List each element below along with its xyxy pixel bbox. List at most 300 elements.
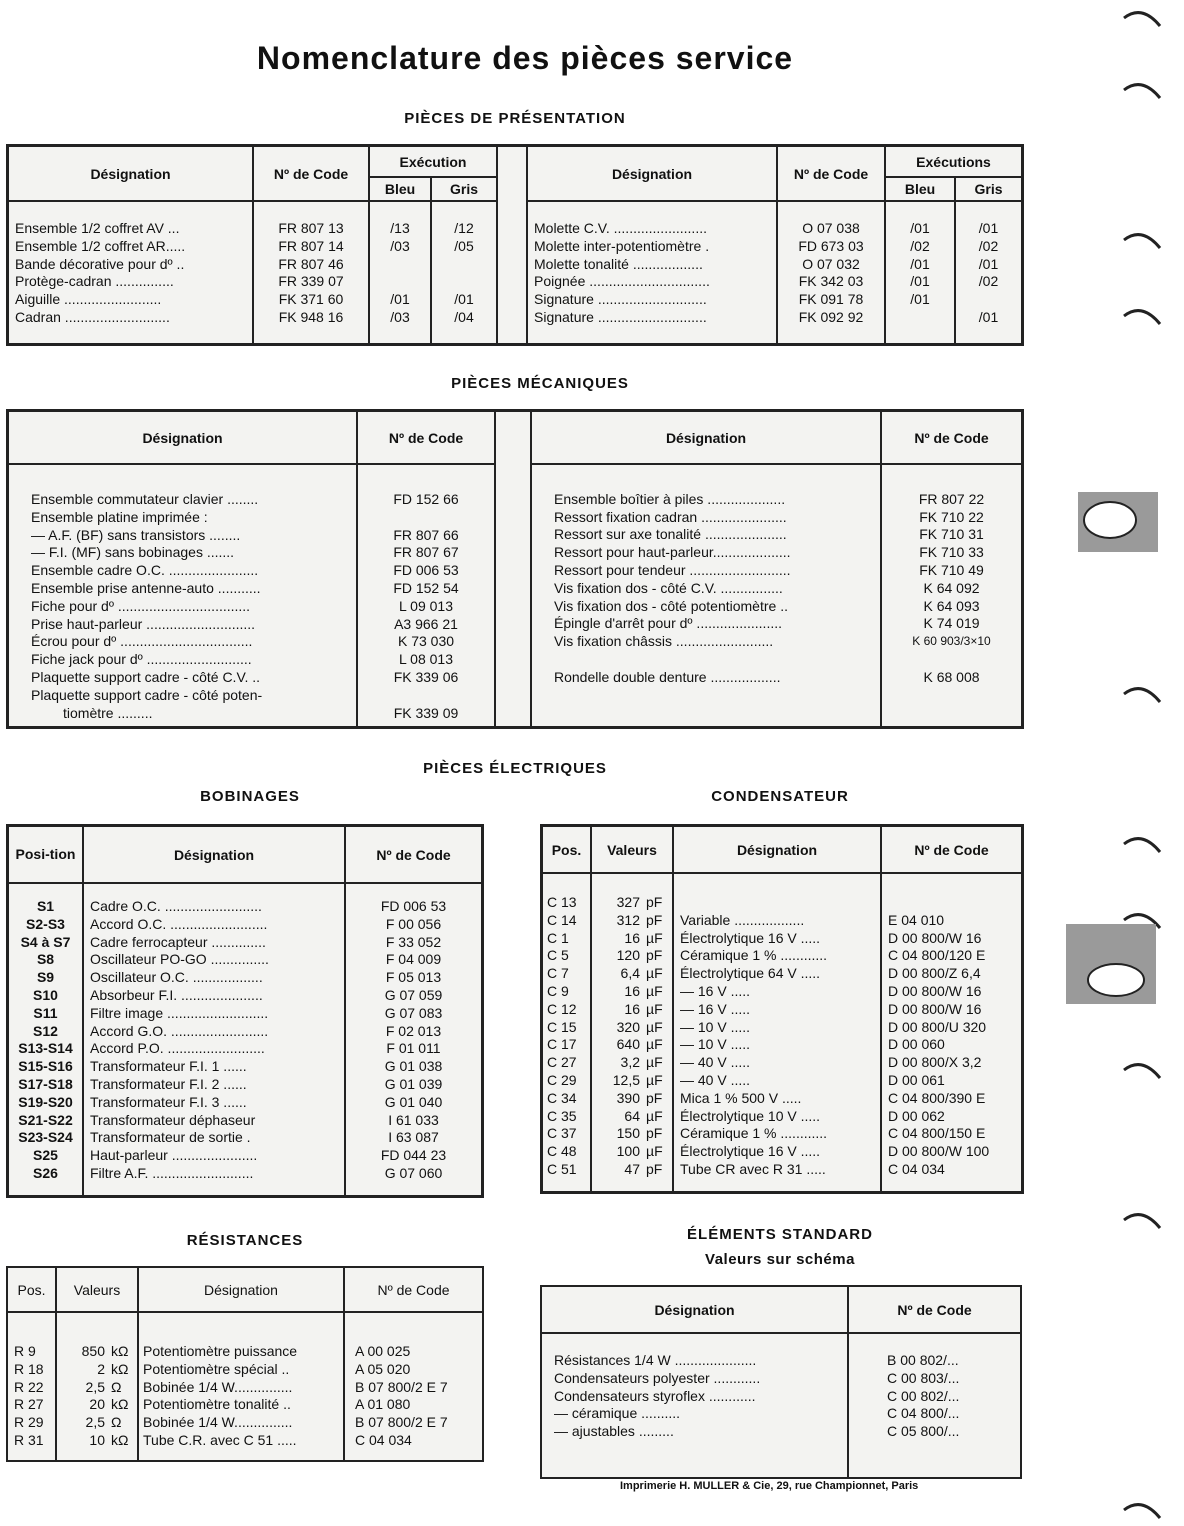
list-item: Molette inter-potentiomètre .	[534, 237, 710, 254]
list-item: Molette C.V. ........................	[534, 220, 707, 236]
punch-hole-icon	[1066, 924, 1156, 1004]
cond-code-header: Nº de Code	[881, 827, 1021, 873]
bleu-cell: /01	[910, 220, 930, 236]
value-cell	[596, 1143, 668, 1161]
list-item: Potentiomètre tonalité ..	[143, 1396, 291, 1413]
position-cell: C 51	[547, 1160, 577, 1177]
list-item	[680, 894, 874, 912]
code-cell: K 73 030	[397, 633, 455, 650]
list-item: Tube CR avec R 31 .....	[680, 1160, 826, 1177]
value-number: 327	[616, 894, 640, 910]
cond-pos-header: Pos.	[543, 827, 591, 873]
position-cell: C 15	[547, 1018, 577, 1035]
position-cell: S1	[36, 898, 55, 914]
value-number: 3,2	[620, 1054, 640, 1071]
code-cell: K 68 008	[923, 668, 980, 685]
meca-left-designation-header: Désignation	[9, 412, 357, 464]
code-cell: D 00 800/W 16	[888, 982, 982, 999]
value-number: 20	[89, 1396, 105, 1413]
value-cell	[596, 1072, 668, 1090]
binding-mark-icon	[1122, 4, 1162, 30]
value-number: 12,5	[612, 1071, 640, 1088]
value-cell	[61, 1414, 133, 1432]
position-cell: S21-S22	[18, 1111, 73, 1128]
binding-mark-icon	[1122, 680, 1162, 706]
list-item: Potentiomètre spécial ..	[143, 1360, 290, 1377]
binding-mark-icon	[1122, 302, 1162, 328]
value-number: 47	[624, 1160, 640, 1177]
value-unit: Ω	[111, 1414, 122, 1431]
list-item: Accord P.O. .........................	[90, 1040, 265, 1057]
bleu-cell: /01	[390, 291, 410, 308]
value-unit: µF	[646, 1036, 663, 1053]
code-cell: FD 152 54	[393, 579, 459, 596]
code-cell: C 04 034	[888, 1160, 945, 1177]
gris-cell: /12	[454, 220, 474, 236]
list-item: Condensateurs polyester ............	[554, 1369, 761, 1386]
list-item: Cadre ferrocapteur ..............	[90, 933, 266, 950]
value-cell	[596, 894, 668, 912]
list-item: Céramique 1 % ............	[680, 947, 828, 964]
position-cell: C 48	[547, 1143, 577, 1160]
list-item	[554, 473, 874, 491]
code-cell: FR 339 07	[278, 273, 344, 290]
value-number: 2	[97, 1360, 105, 1377]
list-item: Écrou pour dº ..................................	[31, 633, 253, 650]
code-cell: FK 710 31	[919, 526, 984, 543]
binding-mark-icon	[1122, 1496, 1162, 1522]
list-item: Prise haut-parleur ............................	[31, 615, 256, 632]
page-title: Nomenclature des pièces service	[256, 40, 794, 76]
gris-cell	[962, 291, 1015, 309]
list-item: — ajustables .........	[554, 1423, 674, 1440]
value-number: 640	[616, 1036, 640, 1053]
code-cell: C 00 802/...	[887, 1387, 960, 1404]
list-item: Variable ..................	[680, 911, 805, 928]
value-unit: µF	[646, 1107, 663, 1124]
list-item: Vis fixation dos - côté C.V. ................	[554, 579, 783, 596]
position-cell: C 35	[547, 1107, 577, 1124]
value-cell	[596, 983, 668, 1001]
value-unit: pF	[646, 947, 663, 964]
binding-mark-icon	[1122, 830, 1162, 856]
value-cell	[596, 1019, 668, 1037]
position-cell: S4 à S7	[20, 933, 71, 950]
code-cell: C 04 800/120 E	[888, 947, 986, 964]
list-item: Protège-cadran ...............	[15, 273, 174, 290]
list-item: Ensemble 1/2 coffret AR.....	[15, 237, 186, 254]
code-cell: O 07 032	[802, 255, 860, 272]
list-item: Vis fixation châssis .........................	[554, 633, 774, 650]
bleu-cell: /01	[910, 291, 930, 308]
list-item: Transformateur F.I. 1 ......	[90, 1058, 247, 1075]
bobinages-position-header: Posi-tion	[9, 827, 83, 883]
bleu-cell	[892, 309, 948, 327]
code-cell: C 04 800/150 E	[888, 1125, 986, 1142]
code-cell	[364, 687, 488, 705]
list-item	[554, 651, 874, 669]
list-item: Ensemble 1/2 coffret AV ...	[15, 220, 180, 236]
gris-cell: /01	[454, 291, 474, 308]
code-cell: FK 092 92	[798, 308, 864, 325]
list-item: — 40 V .....	[680, 1071, 751, 1088]
value-unit: pF	[646, 894, 663, 910]
value-number: 16	[624, 982, 640, 999]
code-cell: A 05 020	[355, 1360, 411, 1377]
position-cell: C 14	[547, 911, 577, 928]
code-cell: C 04 800/...	[887, 1405, 960, 1422]
value-cell	[61, 1343, 133, 1361]
res-valeurs-header: Valeurs	[56, 1268, 138, 1312]
pres-right-code-header: Nº de Code	[777, 147, 885, 201]
value-unit: pF	[646, 911, 663, 928]
list-item: Potentiomètre puissance	[143, 1343, 298, 1359]
bleu-cell: /01	[910, 255, 930, 272]
bleu-cell: /01	[910, 273, 930, 290]
list-item: Poignée ...............................	[534, 273, 710, 290]
standard-heading: ÉLÉMENTS STANDARD	[687, 1226, 873, 1243]
position-cell: C 7	[547, 965, 569, 982]
gris-cell	[438, 273, 490, 291]
code-cell: FR 807 67	[393, 544, 459, 561]
code-cell: D 00 800/W 100	[888, 1143, 990, 1160]
binding-mark-icon	[1122, 76, 1162, 102]
meca-right-code-header: Nº de Code	[881, 412, 1021, 464]
list-item: Ensemble cadre O.C. .......................	[31, 562, 259, 579]
list-item: Électrolytique 10 V .....	[680, 1107, 821, 1124]
code-cell: FD 006 53	[380, 898, 447, 914]
cond-valeurs-header: Valeurs	[591, 827, 673, 873]
position-cell: C 12	[547, 1000, 577, 1017]
position-cell: S2-S3	[26, 915, 65, 932]
code-cell: K 64 093	[923, 597, 980, 614]
position-cell: S26	[33, 1164, 58, 1181]
value-unit: µF	[646, 1143, 663, 1160]
list-item: Ressort pour tendeur ..........................	[554, 561, 791, 578]
value-number: 10	[89, 1431, 105, 1448]
list-item: Haut-parleur ......................	[90, 1147, 258, 1164]
value-unit: µF	[646, 1000, 663, 1017]
code-cell: D 00 060	[888, 1036, 945, 1053]
list-item: Plaquette support cadre - côté poten-	[31, 686, 263, 703]
list-item: Transformateur déphaseur	[90, 1111, 256, 1128]
value-unit: µF	[646, 1054, 663, 1071]
value-number: 150	[616, 1125, 640, 1142]
bleu-cell: /03	[390, 308, 410, 325]
presentation-heading: PIÈCES DE PRÉSENTATION	[404, 110, 626, 127]
code-cell: L 08 013	[399, 651, 453, 668]
value-cell	[596, 1161, 668, 1179]
code-cell: K 60 903/3×10	[912, 634, 991, 649]
list-item: tiomètre .........	[63, 704, 153, 721]
value-cell	[596, 965, 668, 983]
position-cell: C 9	[547, 982, 569, 999]
code-cell: K 64 092	[923, 579, 980, 596]
code-cell: C 05 800/...	[887, 1423, 960, 1440]
value-unit: µF	[646, 929, 663, 946]
list-item: Ressort sur axe tonalité .....................	[554, 526, 787, 543]
pres-left-designation-header: Désignation	[9, 147, 253, 201]
position-cell: C 29	[547, 1071, 577, 1088]
value-unit: kΩ	[111, 1360, 129, 1377]
code-cell: FR 807 14	[278, 237, 344, 254]
gris-cell: /01	[978, 220, 999, 236]
value-unit: kΩ	[111, 1431, 129, 1448]
value-unit: kΩ	[111, 1343, 129, 1359]
value-cell	[61, 1361, 133, 1379]
code-cell: B 07 800/2 E 7	[355, 1378, 448, 1395]
electriques-heading: PIÈCES ÉLECTRIQUES	[423, 760, 607, 777]
code-cell: D 00 800/X 3,2	[888, 1054, 982, 1071]
code-cell: G 07 060	[384, 1164, 443, 1181]
code-cell: G 07 083	[384, 1004, 443, 1021]
resistances-table	[6, 1266, 484, 1462]
code-cell: I 63 087	[388, 1129, 439, 1146]
bobinages-table	[6, 824, 484, 1198]
code-cell: F 05 013	[385, 969, 442, 986]
list-item: — F.I. (MF) sans bobinages .......	[31, 544, 235, 561]
presentation-table	[6, 144, 1024, 346]
value-number: 120	[616, 947, 640, 964]
list-item: Électrolytique 16 V .....	[680, 1143, 821, 1160]
list-item: Ressort pour haut-parleur....................	[554, 544, 791, 561]
list-item: Transformateur F.I. 3 ......	[90, 1093, 247, 1110]
position-cell: R 22	[14, 1378, 44, 1395]
list-item: Bande décorative pour dº ..	[15, 255, 185, 272]
position-cell: R 18	[14, 1360, 44, 1377]
position-cell: S11	[33, 1004, 58, 1021]
code-cell: O 07 038	[802, 220, 860, 236]
value-number: 2,5	[85, 1378, 105, 1395]
gris-cell: /05	[454, 237, 474, 254]
bleu-cell: /02	[910, 237, 930, 254]
code-cell: A 01 080	[355, 1396, 411, 1413]
position-cell: R 27	[14, 1396, 44, 1413]
position-cell: R 31	[14, 1431, 44, 1448]
list-item: Vis fixation dos - côté potentiomètre ..	[554, 597, 788, 614]
pres-right-bleu-header: Bleu	[885, 177, 955, 201]
code-cell: FD 673 03	[798, 237, 864, 254]
code-cell: L 09 013	[399, 597, 453, 614]
value-number: 390	[616, 1089, 640, 1106]
value-number: 16	[624, 929, 640, 946]
code-cell	[888, 473, 1015, 491]
value-number: 2,5	[85, 1414, 105, 1431]
list-item: Ensemble commutateur clavier ........	[31, 491, 259, 507]
value-cell	[596, 1125, 668, 1143]
binding-mark-icon	[1122, 226, 1162, 252]
code-cell: FD 044 23	[380, 1147, 447, 1164]
gris-cell: /04	[454, 308, 474, 325]
list-item: Accord O.C. .........................	[90, 915, 268, 932]
code-cell: D 00 062	[888, 1107, 945, 1124]
res-pos-header: Pos.	[8, 1268, 56, 1312]
code-cell: C 00 803/...	[887, 1369, 960, 1386]
std-code-header: Nº de Code	[848, 1287, 1020, 1333]
position-cell: S8	[36, 951, 55, 968]
value-unit: pF	[646, 1089, 663, 1106]
pres-left-execution-header: Exécution	[369, 147, 497, 177]
mecaniques-table	[6, 409, 1024, 729]
value-cell	[596, 947, 668, 965]
standard-subheading: Valeurs sur schéma	[705, 1251, 855, 1268]
gris-cell: /01	[978, 308, 999, 325]
list-item: Rondelle double denture ..................	[554, 668, 781, 685]
punch-hole-icon	[1078, 492, 1158, 552]
list-item: — 16 V .....	[680, 982, 751, 999]
value-unit: kΩ	[111, 1396, 129, 1413]
cond-designation-header: Désignation	[673, 827, 881, 873]
value-unit: pF	[646, 1125, 663, 1142]
pres-left-gris-header: Gris	[431, 177, 497, 201]
code-cell	[888, 651, 1015, 669]
list-item: Filtre A.F. ..........................	[90, 1164, 254, 1181]
code-cell: C 04 800/390 E	[888, 1089, 986, 1106]
pres-right-executions-header: Exécutions	[885, 147, 1021, 177]
value-cell	[596, 1090, 668, 1108]
res-code-header: Nº de Code	[344, 1268, 482, 1312]
position-cell: S25	[33, 1147, 58, 1164]
condensateur-heading: CONDENSATEUR	[711, 788, 849, 805]
position-cell: C 1	[547, 929, 569, 946]
list-item: Épingle d'arrêt pour dº ......................	[554, 615, 782, 632]
pres-right-designation-header: Désignation	[527, 147, 777, 201]
code-cell: G 01 040	[384, 1093, 443, 1110]
code-cell: G 07 059	[384, 986, 443, 1003]
code-cell: FK 339 06	[393, 668, 459, 685]
list-item: Bobinée 1/4 W...............	[143, 1414, 293, 1431]
list-item: Céramique 1 % ............	[680, 1125, 828, 1142]
list-item: Cadran ...........................	[15, 308, 170, 325]
binding-mark-icon	[1122, 1206, 1162, 1232]
bleu-cell: /03	[390, 237, 410, 254]
code-cell: FK 710 22	[919, 508, 984, 525]
list-item: Aiguille .........................	[15, 291, 162, 308]
code-cell: FR 807 13	[278, 220, 344, 236]
bleu-cell	[376, 256, 424, 274]
printer-footer: Imprimerie H. MULLER & Cie, 29, rue Championnet, Paris	[620, 1480, 919, 1492]
code-cell: FK 710 49	[919, 561, 984, 578]
value-number: 6,4	[620, 965, 640, 982]
code-cell: FR 807 66	[393, 526, 459, 543]
resistances-heading: RÉSISTANCES	[186, 1232, 304, 1249]
code-cell: G 01 038	[384, 1058, 443, 1075]
pres-right-gris-header: Gris	[955, 177, 1021, 201]
value-cell	[596, 1001, 668, 1019]
list-item: Mica 1 % 500 V .....	[680, 1089, 802, 1106]
pres-left-code-header: Nº de Code	[253, 147, 369, 201]
res-designation-header: Désignation	[138, 1268, 344, 1312]
list-item: Signature ............................	[534, 308, 707, 325]
position-cell: S13-S14	[18, 1040, 73, 1057]
code-cell: D 00 800/Z 6,4	[888, 965, 981, 982]
code-cell: FK 371 60	[278, 291, 344, 308]
value-unit: Ω	[111, 1378, 122, 1395]
list-item: — 40 V .....	[680, 1054, 751, 1071]
meca-left-code-header: Nº de Code	[357, 412, 495, 464]
list-item: — 10 V .....	[680, 1018, 751, 1035]
gris-cell: /02	[978, 237, 999, 254]
pres-left-bleu-header: Bleu	[369, 177, 431, 201]
value-number: 16	[624, 1000, 640, 1017]
value-cell	[596, 1036, 668, 1054]
list-item: — 10 V .....	[680, 1036, 751, 1053]
list-item: Transformateur F.I. 2 ......	[90, 1075, 247, 1092]
value-unit: µF	[646, 1018, 663, 1035]
position-cell: S17-S18	[18, 1075, 73, 1092]
code-cell: F 01 011	[386, 1040, 441, 1057]
meca-right-designation-header: Désignation	[531, 412, 881, 464]
code-cell: F 04 009	[385, 951, 442, 968]
position-cell: S23-S24	[18, 1129, 73, 1146]
code-cell: FK 339 09	[393, 704, 459, 721]
mecaniques-heading: PIÈCES MÉCANIQUES	[451, 375, 629, 392]
value-unit: µF	[646, 965, 663, 982]
position-cell: C 34	[547, 1089, 577, 1106]
code-cell: FR 807 22	[918, 490, 985, 507]
code-cell: FK 948 16	[278, 308, 344, 325]
value-cell	[596, 1054, 668, 1072]
value-cell	[61, 1432, 133, 1450]
code-cell: FK 342 03	[798, 273, 864, 290]
value-number: 312	[616, 911, 640, 928]
value-cell	[596, 912, 668, 930]
position-cell: S9	[36, 969, 55, 986]
code-cell: C 04 034	[355, 1431, 412, 1448]
binding-mark-icon	[1122, 1056, 1162, 1082]
code-cell: K 74 019	[923, 615, 980, 632]
position-cell: S10	[33, 986, 58, 1003]
code-cell: I 61 033	[388, 1111, 439, 1128]
list-item: Absorbeur F.I. .....................	[90, 986, 263, 1003]
code-cell: FK 091 78	[798, 291, 864, 308]
position-cell: C 5	[547, 947, 569, 964]
list-item: Oscillateur PO-GO ...............	[90, 951, 269, 968]
gris-cell	[438, 256, 490, 274]
code-cell: D 00 800/U 320	[888, 1018, 987, 1035]
bobinages-code-header: Nº de Code	[345, 827, 481, 883]
code-cell: D 00 061	[888, 1071, 945, 1088]
list-item: Ensemble platine imprimée :	[31, 508, 208, 525]
value-number: 850	[81, 1343, 105, 1359]
code-cell: D 00 800/W 16	[888, 1000, 982, 1017]
value-unit: pF	[646, 1160, 663, 1177]
list-item: Filtre image ..........................	[90, 1004, 269, 1021]
value-cell	[596, 1108, 668, 1126]
position-cell: S12	[33, 1022, 58, 1039]
list-item: Condensateurs styroflex ............	[554, 1387, 756, 1404]
value-number: 64	[624, 1107, 640, 1124]
code-cell: FD 006 53	[393, 562, 459, 579]
list-item: Bobinée 1/4 W...............	[143, 1378, 293, 1395]
value-cell	[596, 930, 668, 948]
code-cell: F 02 013	[385, 1022, 442, 1039]
code-cell: F 00 056	[385, 915, 442, 932]
list-item: Oscillateur O.C. ..................	[90, 969, 263, 986]
bleu-cell: /13	[390, 220, 410, 236]
condensateur-table	[540, 824, 1024, 1194]
position-cell: C 13	[547, 894, 577, 910]
value-cell	[61, 1396, 133, 1414]
position-cell: C 27	[547, 1054, 577, 1071]
list-item: Transformateur de sortie .	[90, 1129, 251, 1146]
value-number: 320	[616, 1018, 640, 1035]
position-cell: C 17	[547, 1036, 577, 1053]
code-cell: E 04 010	[888, 911, 945, 928]
position-cell: R 9	[14, 1343, 36, 1359]
gris-cell: /01	[978, 255, 999, 272]
position-cell: R 29	[14, 1414, 44, 1431]
